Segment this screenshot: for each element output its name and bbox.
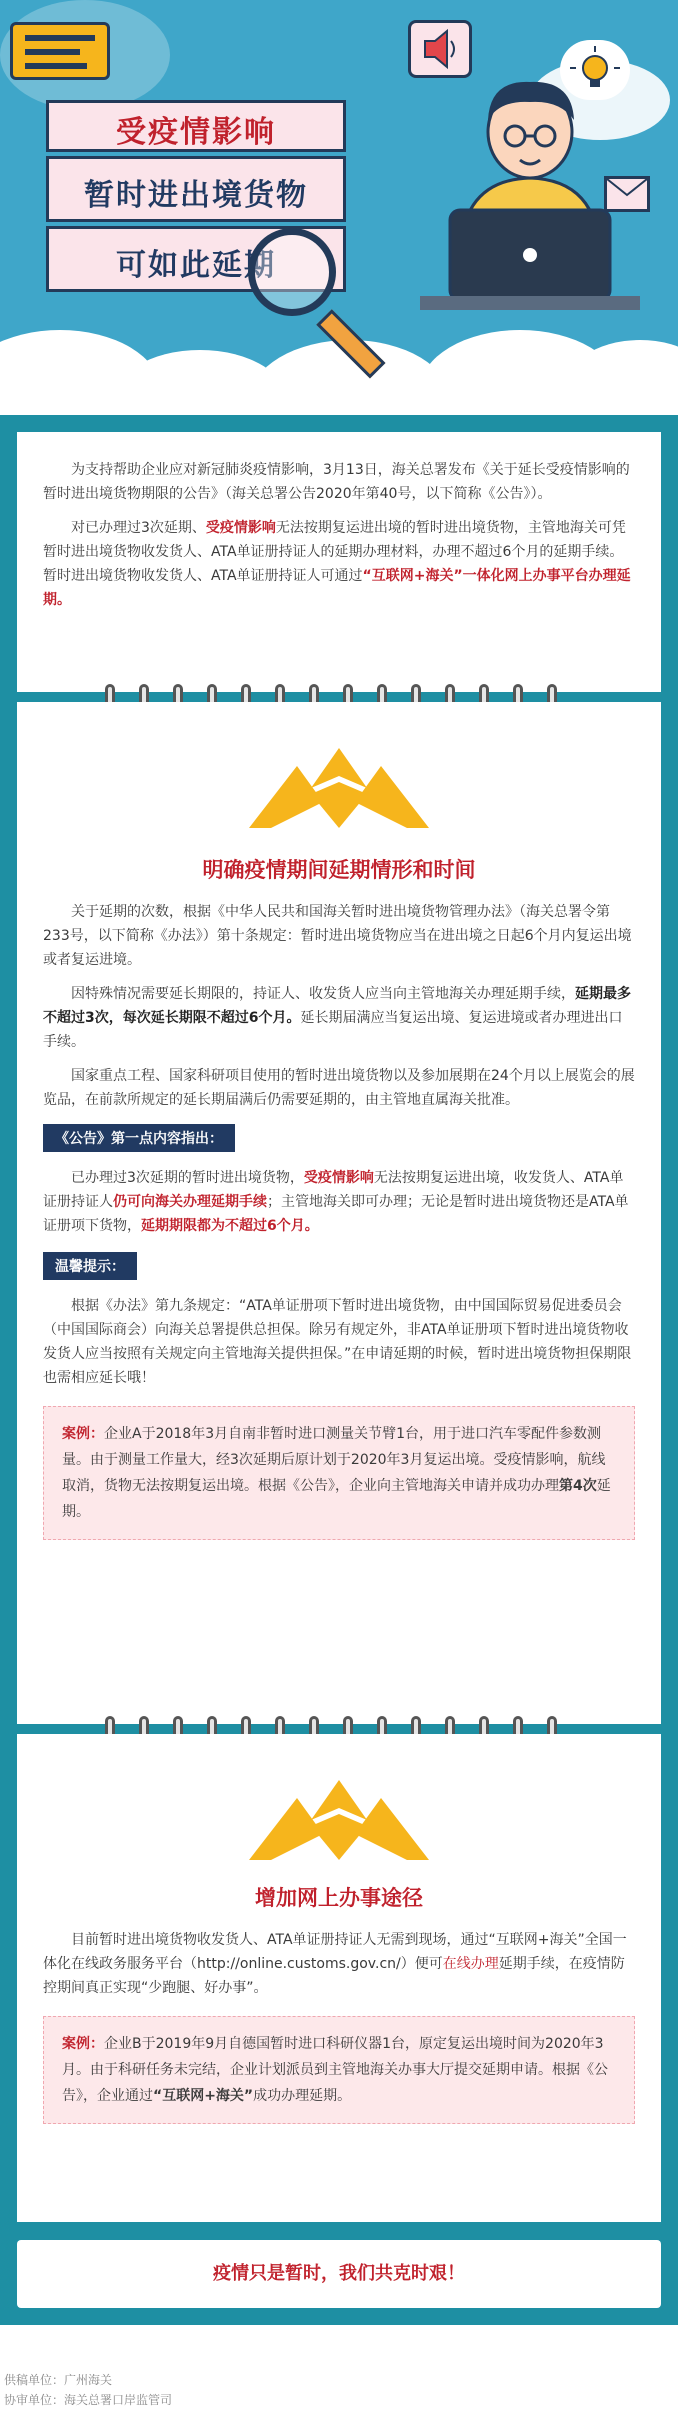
notebook-icon	[10, 22, 110, 80]
s2-p1-highlight: 在线办理	[442, 1956, 499, 1972]
gold-chevron-icon	[239, 1774, 439, 1864]
section-2-card	[17, 1734, 661, 2222]
s2-p1-text: 目前暂时进出境货物收发货人、ATA单证册持证人无需到现场，通过“互联网+海关”全国一体化在线政务服务平台（http://online.customs.gov.cn/）便可	[43, 1932, 627, 1972]
case-b-box	[43, 2016, 635, 2124]
intro-paragraph-2	[43, 516, 635, 612]
section-1-title: 明确疫情期间延期情形和时间	[202, 858, 476, 882]
section-1-paragraph-3: 国家重点工程、国家科研项目使用的暂时进出境货物以及参加展期在24个月以上展览会的展览品，在前款所规定的延长期届满后仍需要延期的，由主管地直属海关批准。	[43, 1068, 635, 1108]
case-bold: “互联网+海关”	[153, 2088, 254, 2104]
intro-paragraph-1: 为支持帮助企业应对新冠肺炎疫情影响，3月13日，海关总署发布《关于延长受疫情影响的暂时进出境货物期限的公告》（海关总署公告2020年第40号，以下简称《公告》）。	[43, 462, 630, 502]
case-text: 企业A于2018年3月自南非暂时进口测量关节臂1台，用于进口汽车零配件参数测量。由于测量工作量大，经3次延期后原计划于2020年3月复运出境。受疫情影响，航线取消，货物无法按期复运出境。根据《公告》，企业向主管地海关申请并成功办理	[62, 1426, 606, 1494]
hero-line-3-prefix: 可如此	[116, 248, 212, 283]
s1-p2-text: 延长期届满应当复运出境、复运进境或者办理进出口手续。	[43, 1010, 623, 1050]
gold-chevron-icon	[239, 742, 439, 832]
s1-p4-text: 已办理过3次延期的暂时进出境货物，	[71, 1170, 304, 1186]
case-text: 成功办理延期。	[253, 2088, 352, 2104]
section-2-title: 增加网上办事途径	[255, 1886, 423, 1910]
closing-text: 疫情只是暂时，我们共克时艰！	[213, 2263, 465, 2284]
closing-banner	[17, 2240, 661, 2308]
section-1-paragraph-4	[43, 1166, 635, 1238]
intro-card	[17, 432, 661, 692]
footer	[0, 2370, 678, 2410]
magnifier-icon	[248, 228, 336, 316]
s2-p1-text: 延期手续，在疫情防控期间真正实现“少跑腿、好办事”。	[43, 1956, 625, 1996]
intro-p2-highlight: 受疫情影响	[205, 520, 276, 536]
case-text: 延期。	[62, 1478, 611, 1520]
intro-p2-text: 无法按期复运进出境的暂时进出境货物，主管地海关可凭暂时进出境货物收发货人、ATA单证册持证人的延期办理材料，办理不超过6个月的延期手续。暂时进出境货物收发货人、ATA单证册持证人可通过	[43, 520, 626, 584]
section-1-paragraph-1: 关于延期的次数，根据《中华人民共和国海关暂时进出境货物管理办法》（海关总署令第233号，以下简称《办法》）第十条规定：暂时进出境货物应当在进出境之日起6个月内复运出境或者复运进境。	[43, 904, 632, 968]
hero-line-2: 暂时进出境货物	[84, 178, 308, 213]
s1-p4-text: 无法按期复运进出境，收发货人、ATA单证册持证人	[43, 1170, 624, 1210]
section-1-card	[17, 702, 661, 1724]
hero-line-3-highlight: 延期	[212, 248, 276, 283]
intro-p2-highlight: “互联网+海关”一体化网上办事平台办理延期。	[43, 568, 631, 608]
s1-p4-highlight: 仍可向海关办理延期手续	[113, 1194, 267, 1210]
case-text: 企业B于2019年9月自德国暂时进口科研仪器1台，原定复运出境时间为2020年3月。由于科研任务未完结，企业计划派员到主管地海关办事大厅提交延期申请。根据《公告》，企业通过	[62, 2036, 608, 2104]
announcement-tag: 《公告》第一点内容指出：	[43, 1124, 235, 1152]
s1-p2-text: 因特殊情况需要延长期限的，持证人、收发货人应当向主管地海关办理延期手续，	[71, 986, 575, 1002]
hero-title	[46, 100, 346, 300]
footer-supplier: 供稿单位：广州海关	[4, 2373, 113, 2387]
tip-tag: 温馨提示：	[43, 1252, 137, 1280]
case-label: 案例：	[62, 2036, 104, 2052]
section-1-paragraph-5: 根据《办法》第九条规定：“ATA单证册项下暂时进出境货物，由中国国际贸易促进委员会（中国国际商会）向海关总署提供总担保。除另有规定外，非ATA单证册项下暂时进出境货物收发货人应当按照有关规定向主管地海关提供担保。”在申请延期的时候，暂时进出境货物担保期限也需相应延长哦！	[43, 1298, 632, 1386]
intro-p2-text: 对已办理过3次延期、	[71, 520, 206, 536]
hero-banner	[0, 0, 678, 415]
footer-reviewer: 协审单位：海关总署口岸监管司	[4, 2393, 173, 2407]
hero-line-1: 受疫情影响	[116, 115, 276, 150]
s1-p4-highlight: 延期期限都为不超过6个月。	[141, 1218, 319, 1234]
section-1-paragraph-2	[43, 982, 635, 1054]
case-a-box	[43, 1406, 635, 1540]
s1-p4-text: ；主管地海关即可办理；无论是暂时进出境货物还是ATA单证册项下货物，	[43, 1194, 629, 1234]
section-2-paragraph-1	[43, 1928, 635, 2000]
s1-p4-highlight: 受疫情影响	[303, 1170, 374, 1186]
s1-p2-bold: 延期最多不超过3次，每次延长期限不超过6个月。	[43, 986, 631, 1026]
case-bold: 第4次	[559, 1478, 597, 1494]
case-label: 案例：	[62, 1426, 104, 1442]
envelope-icon	[604, 176, 650, 212]
